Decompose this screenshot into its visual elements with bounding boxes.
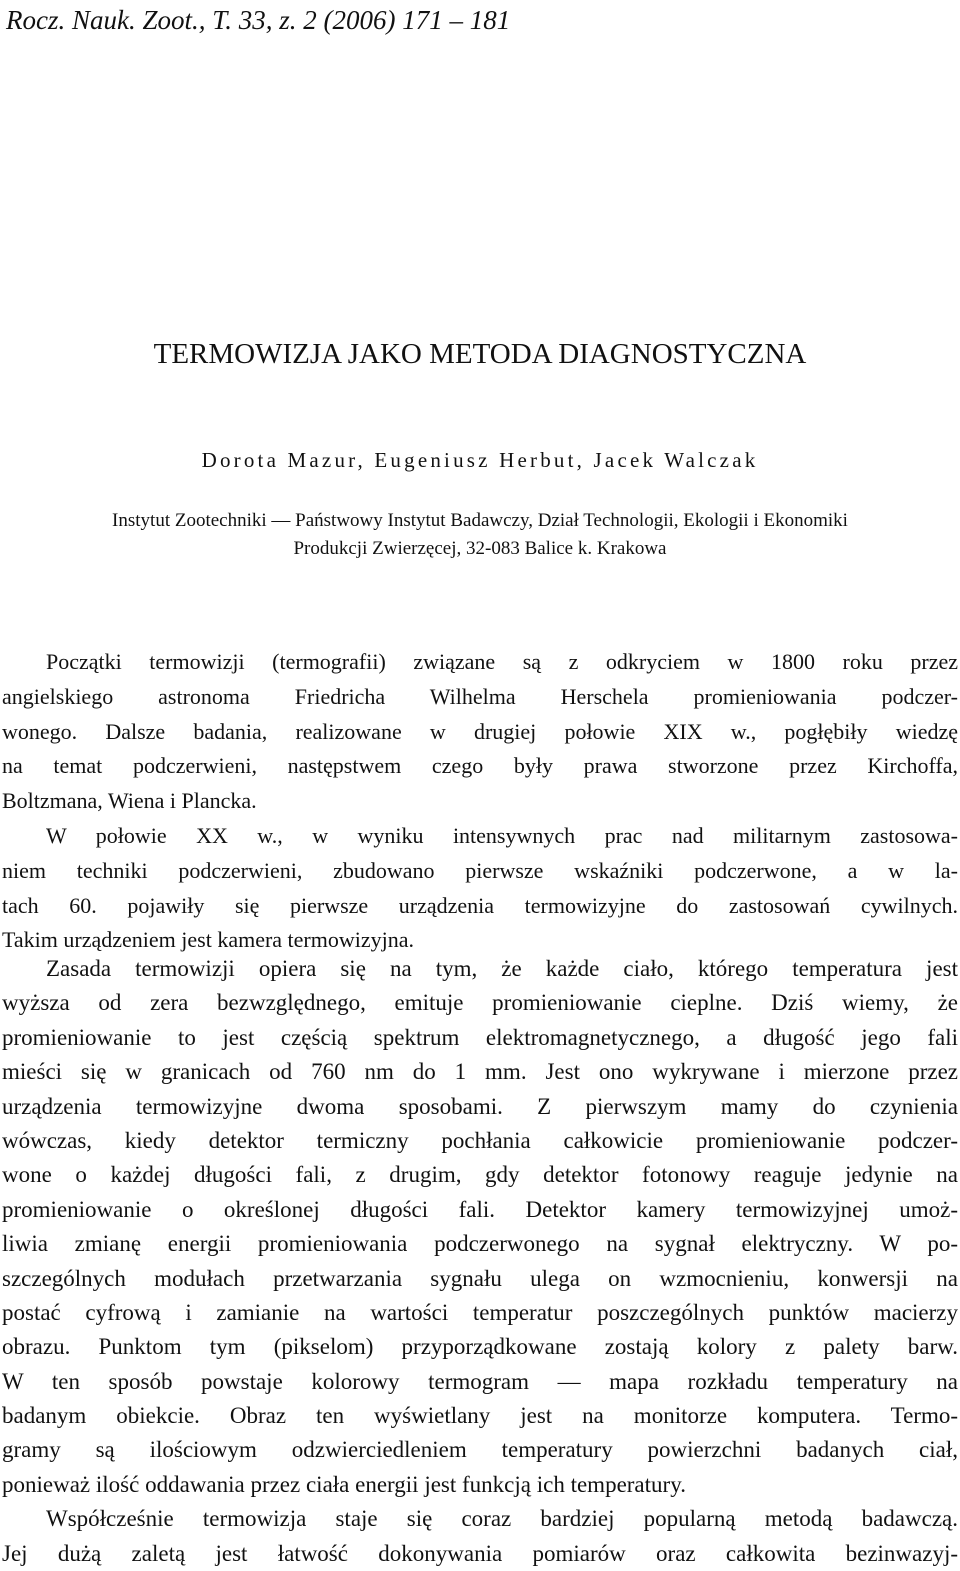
body-line: liwia zmianę energii promieniowania podczerwonego na sygnał elektryczny. W po- xyxy=(2,1231,958,1257)
journal-reference: Rocz. Nauk. Zoot., T. 33, z. 2 (2006) 171 – 181 xyxy=(6,5,511,35)
body-line: mieści się w granicach od 760 nm do 1 mm. Jest ono wykrywane i mierzone przez xyxy=(2,1059,958,1085)
article-authors: Dorota Mazur, Eugeniusz Herbut, Jacek Walczak xyxy=(201,448,759,472)
body-line: Współcześnie termowizja staje się coraz bardziej popularną metodą badawczą. xyxy=(46,1506,958,1532)
body-line: obrazu. Punktom tym (pikselom) przyporządkowane zostają kolory z palety barw. xyxy=(2,1334,958,1360)
abstract-line: W połowie XX w., w wyniku intensywnych prac nad militarnym zastosowa- xyxy=(46,822,958,848)
body-line: W ten sposób powstaje kolorowy termogram — mapa rozkładu temperatury na xyxy=(2,1368,958,1394)
abstract-line: Boltzmana, Wiena i Plancka. xyxy=(2,788,257,814)
abstract-line: tach 60. pojawiły się pierwsze urządzenia termowizyjne do zastosowań cywilnych. xyxy=(2,892,958,918)
body-line: szczególnych modułach przetwarzania sygnału ulega on wzmocnieniu, konwersji na xyxy=(2,1265,958,1291)
body-line: postać cyfrową i zamianie na wartości temperatur poszczególnych punktów macierzy xyxy=(2,1299,958,1325)
abstract-line: niem techniki podczerwieni, zbudowano pierwsze wskaźniki podczerwone, a w la- xyxy=(2,857,958,883)
body-text xyxy=(2,952,958,1571)
abstract-line: wonego. Dalsze badania, realizowane w drugiej połowie XIX w., pogłębiły wiedzę xyxy=(2,718,958,744)
affiliation-line: Instytut Zootechniki — Państwowy Instytut Badawczy, Dział Technologii, Ekologii i Ekonomiki xyxy=(112,510,848,531)
abstract-line: na temat podczerwieni, następstwem czego były prawa stworzone przez Kirchoffa, xyxy=(2,753,958,779)
abstract-line: Początki termowizji (termografii) związane są z odkryciem w 1800 roku przez xyxy=(46,649,958,674)
article-title: TERMOWIZJA JAKO METODA DIAGNOSTYCZNA xyxy=(153,338,807,370)
body-line: wyższa od zera bezwzględnego, emituje promieniowanie cieplne. Dziś wiemy, że xyxy=(2,990,958,1016)
body-line: urządzenia termowizyjne dwoma sposobami. Z pierwszym mamy do czynienia xyxy=(2,1093,958,1119)
body-line: promieniowanie o określonej długości fali. Detektor kamery termowizyjnej umoż- xyxy=(2,1196,958,1222)
abstract-line: Takim urządzeniem jest kamera termowizyjna. xyxy=(2,927,415,953)
body-line: ponieważ ilość oddawania przez ciała energii jest funkcją ich temperatury. xyxy=(2,1471,686,1497)
abstract-line: angielskiego astronoma Friedricha Wilhelma Herschela promieniowania podczer- xyxy=(2,683,958,709)
body-line: promieniowanie to jest częścią spektrum elektromagnetycznego, a długość jego fali xyxy=(2,1024,958,1050)
body-line: wówczas, kiedy detektor termiczny pochłania całkowicie promieniowanie podczer- xyxy=(2,1127,958,1153)
body-line: wone o każdej długości fali, z drugim, gdy detektor fotonowy reaguje jedynie na xyxy=(2,1162,958,1188)
body-line: Jej dużą zaletą jest łatwość dokonywania pomiarów oraz całkowita bezinwazyj- xyxy=(2,1540,958,1566)
abstract xyxy=(2,645,958,958)
body-line: gramy są ilościowym odzwierciedleniem temperatury powierzchni badanych ciał, xyxy=(2,1437,958,1463)
body-line: badanym obiekcie. Obraz ten wyświetlany jest na monitorze komputera. Termo- xyxy=(2,1403,958,1429)
body-line: Zasada termowizji opiera się na tym, że każde ciało, którego temperatura jest xyxy=(46,956,958,981)
affiliation-line: Produkcji Zwierzęcej, 32-083 Balice k. Krakowa xyxy=(293,538,667,559)
